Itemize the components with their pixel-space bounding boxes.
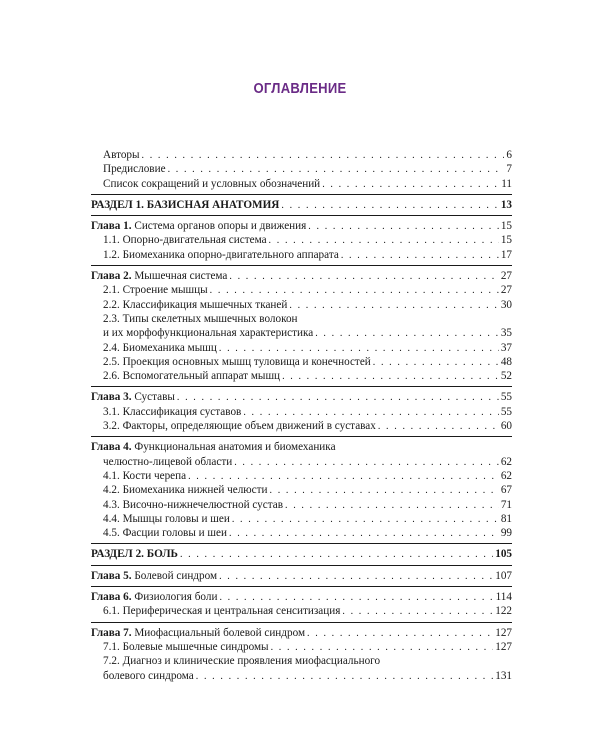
page-number: 48 [500, 355, 512, 368]
dot-leader [342, 605, 493, 619]
page-title: ОГЛАВЛЕНИЕ [253, 81, 347, 97]
entry-title: 4.5. Фасции головы и шеи [103, 527, 227, 540]
page-number: 15 [500, 220, 512, 233]
dot-leader [177, 391, 499, 405]
entry-title: 1.1. Опорно-двигательная система [103, 234, 267, 247]
toc-entry[interactable] [91, 341, 512, 355]
dot-leader [308, 220, 499, 234]
section-divider [91, 265, 512, 266]
section-divider [91, 543, 512, 544]
page-number: 55 [500, 391, 512, 404]
chapter-title: Система органов опоры и движения [134, 220, 307, 233]
entry-title: Авторы [103, 149, 140, 161]
entry-title: 3.2. Факторы, определяющие объем движений в суставах [103, 420, 376, 433]
entry-title: 1.2. Биомеханика опорно-двигательного аппарата [103, 248, 339, 261]
chapter-title: Болевой синдром [134, 569, 218, 582]
entry-title: Список сокращений и условных обозначений [103, 177, 321, 190]
chapter-title: Суставы [134, 391, 175, 404]
toc-entry[interactable] [91, 455, 512, 469]
dot-leader [378, 420, 499, 434]
entry-title: 2.1. Строение мышцы [103, 284, 208, 297]
toc-entry[interactable] [91, 283, 512, 297]
chapter-title: Мышечная система [134, 270, 228, 283]
chapter-heading [91, 269, 227, 283]
dot-leader [289, 299, 498, 313]
page-number: 37 [500, 341, 512, 354]
toc-entry[interactable] [91, 604, 512, 618]
page-number: 35 [500, 327, 512, 340]
dot-leader [219, 342, 499, 356]
chapter-heading [91, 440, 336, 454]
toc-entry[interactable] [91, 526, 512, 540]
page-number: 15 [500, 234, 512, 247]
entry-title: 2.2. Классификация мышечных тканей [103, 298, 288, 311]
entry-title: 4.1. Кости черепа [103, 469, 187, 482]
dot-leader [341, 249, 499, 263]
dot-leader [229, 527, 499, 541]
page-number: 13 [500, 198, 512, 211]
page-number: 131 [495, 669, 512, 682]
section-divider [91, 386, 512, 387]
toc-entry[interactable] [91, 355, 512, 369]
toc-entry[interactable] [91, 626, 512, 640]
dot-leader [142, 149, 505, 163]
page-number: 71 [500, 498, 512, 511]
page-number: 7 [506, 163, 512, 176]
toc-entry[interactable] [91, 390, 512, 404]
section-divider [91, 215, 512, 216]
entry-title: 7.1. Болевые мышечные синдромы [103, 640, 269, 653]
section-divider [91, 194, 512, 195]
toc-entry[interactable] [91, 198, 512, 212]
toc-entry[interactable] [91, 312, 512, 326]
entry-title: болевого синдрома [103, 669, 194, 682]
entry-title: 7.2. Диагноз и клинические проявления миофасциального [103, 655, 381, 668]
chapter-label: Глава 6. [91, 591, 132, 604]
page-number: 30 [500, 298, 512, 311]
section-divider [91, 586, 512, 587]
dot-leader [281, 199, 498, 213]
page-number: 52 [500, 370, 512, 383]
chapter-heading [91, 390, 175, 404]
entry-title: 4.2. Биомеханика нижней челюсти [103, 484, 268, 497]
page-number: 81 [500, 512, 512, 525]
chapter-label: Глава 1. [91, 220, 132, 233]
entry-title: 4.3. Височно-нижнечелюстной сустав [103, 498, 284, 511]
toc-entry[interactable] [91, 669, 512, 683]
dot-leader [180, 548, 493, 562]
dot-leader [168, 163, 505, 177]
chapter-title: Физиология боли [134, 591, 218, 604]
dot-leader [271, 641, 494, 655]
toc-entry[interactable] [91, 512, 512, 526]
section-divider [91, 622, 512, 623]
entry-title: 4.4. Мышцы головы и шеи [103, 512, 230, 525]
toc-entry[interactable] [91, 298, 512, 312]
toc-entry[interactable] [91, 483, 512, 497]
entry-title: челюстно-лицевой области [103, 455, 233, 468]
page-number: 62 [500, 455, 512, 468]
page-number: 107 [495, 569, 512, 582]
toc-entry[interactable] [91, 248, 512, 262]
toc-entry[interactable] [91, 162, 512, 176]
page-number: 17 [500, 248, 512, 261]
entry-title: Предисловие [103, 163, 166, 176]
toc-entry[interactable] [91, 440, 512, 454]
toc-entry[interactable] [91, 326, 512, 340]
toc-entry[interactable] [91, 469, 512, 483]
chapter-heading [91, 569, 217, 583]
dot-leader [269, 234, 499, 248]
entry-title: 3.1. Классификация суставов [103, 405, 242, 418]
toc-entry[interactable] [91, 219, 512, 233]
dot-leader [210, 284, 499, 298]
toc-entry[interactable] [91, 269, 512, 283]
page-number: 27 [500, 284, 512, 297]
chapter-label: Глава 5. [91, 569, 132, 582]
chapter-title: Функциональная анатомия и биомеханика [134, 441, 336, 454]
toc-entry[interactable] [91, 177, 512, 191]
table-of-contents [91, 148, 512, 683]
entry-title: 2.6. Вспомогательный аппарат мышц [103, 370, 281, 383]
page-number: 127 [495, 640, 512, 653]
dot-leader [373, 356, 499, 370]
section-title: РАЗДЕЛ 2. БОЛЬ [91, 548, 178, 561]
toc-entry[interactable] [91, 569, 512, 583]
chapter-label: Глава 2. [91, 270, 132, 283]
page-number: 11 [501, 177, 512, 190]
chapter-label: Глава 3. [91, 391, 132, 404]
toc-entry[interactable] [91, 419, 512, 433]
section-divider [91, 565, 512, 566]
dot-leader [188, 470, 499, 484]
page-number: 62 [500, 469, 512, 482]
entry-title: и их морфофункциональная характеристика [103, 327, 314, 340]
section-title: РАЗДЕЛ 1. БАЗИСНАЯ АНАТОМИЯ [91, 198, 280, 211]
chapter-label: Глава 7. [91, 626, 132, 639]
dot-leader [232, 513, 499, 527]
dot-leader [243, 406, 498, 420]
chapter-heading [91, 590, 217, 604]
dot-leader [229, 270, 498, 284]
page-number: 114 [495, 591, 512, 604]
entry-title: 6.1. Периферическая и центральная сенситизация [103, 605, 341, 618]
dot-leader [315, 327, 499, 341]
toc-entry[interactable] [91, 654, 512, 668]
dot-leader [196, 670, 493, 684]
toc-entry[interactable] [91, 498, 512, 512]
dot-leader [270, 484, 499, 498]
toc-entry[interactable] [91, 590, 512, 604]
page-number: 55 [500, 405, 512, 418]
toc-entry[interactable] [91, 148, 512, 162]
page-number: 60 [500, 420, 512, 433]
dot-leader [219, 570, 493, 584]
page-number: 127 [495, 626, 512, 639]
toc-entry[interactable] [91, 233, 512, 247]
page-number: 122 [495, 605, 512, 618]
entry-title: 2.3. Типы скелетных мышечных волокон [103, 312, 298, 325]
toc-entry[interactable] [91, 369, 512, 383]
chapter-heading [91, 626, 305, 640]
entry-title: 2.4. Биомеханика мышц [103, 341, 217, 354]
toc-entry[interactable] [91, 640, 512, 654]
chapter-title: Миофасциальный болевой синдром [134, 626, 306, 639]
chapter-label: Глава 4. [91, 441, 132, 454]
dot-leader [322, 178, 499, 192]
entry-title: 2.5. Проекция основных мышц туловища и конечностей [103, 355, 371, 368]
page-number: 67 [500, 484, 512, 497]
page-number: 6 [506, 149, 512, 161]
dot-leader [282, 370, 499, 384]
dot-leader [234, 456, 499, 470]
dot-leader [219, 591, 493, 605]
section-divider [91, 436, 512, 437]
chapter-heading [91, 219, 306, 233]
dot-leader [285, 499, 499, 513]
page-number: 99 [500, 527, 512, 540]
page-number: 27 [500, 270, 512, 283]
page-number: 105 [495, 548, 512, 561]
toc-entry[interactable] [91, 547, 512, 561]
dot-leader [307, 627, 493, 641]
toc-entry[interactable] [91, 405, 512, 419]
